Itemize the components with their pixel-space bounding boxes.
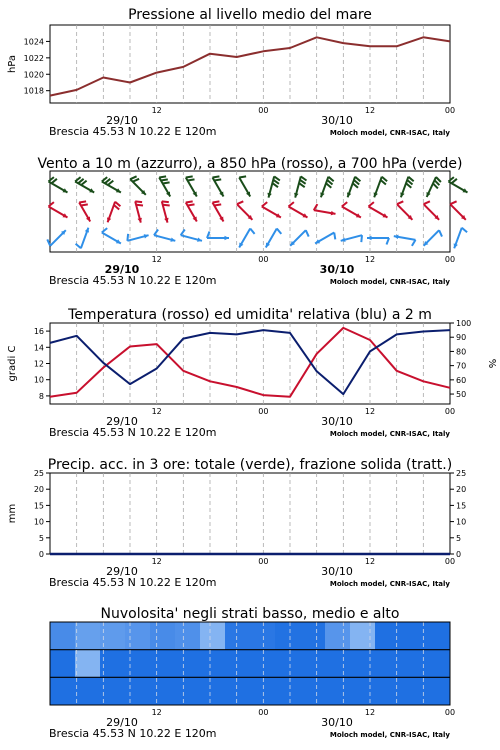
cloud-cell	[425, 650, 451, 678]
temp-rh-location: Brescia 45.53 N 10.22 E 120m	[49, 426, 217, 439]
wind-location: Brescia 45.53 N 10.22 E 120m	[49, 274, 217, 287]
wind-700hpa-barb	[267, 176, 280, 197]
cloud-cell	[75, 677, 101, 705]
temp-rh-date-2: 30/10	[321, 415, 353, 428]
cloud-cell	[400, 622, 426, 650]
precip-y2-tick-label: 15	[456, 501, 467, 511]
precip-time-tick: 00	[258, 557, 269, 566]
wind-850hpa-barb	[397, 201, 413, 220]
cloud-time-tick: 00	[258, 708, 269, 717]
wind-850hpa-barb	[107, 202, 120, 223]
precip-y-tick-label: 20	[33, 485, 44, 495]
pressure-time-tick: 12	[151, 106, 162, 115]
cloud-cell	[150, 677, 176, 705]
wind-700hpa-barb	[449, 177, 468, 192]
cloud-cell	[50, 650, 76, 678]
pressure-y-tick-label: 1020	[23, 70, 44, 80]
wind-700hpa-barb	[400, 177, 413, 198]
cloud-cell	[325, 622, 351, 650]
cloud-time-tick: 12	[364, 708, 376, 717]
cloud-cell	[250, 677, 276, 705]
precip-frame	[50, 473, 450, 554]
wind-700hpa-barb	[374, 177, 388, 198]
temp-rh-y2-axis-label: %	[486, 358, 497, 369]
cloud-cell	[150, 650, 176, 678]
wind-850hpa-barb	[450, 201, 466, 220]
cloud-cell	[50, 677, 76, 705]
wind-700hpa-barb	[213, 176, 224, 196]
pressure-location: Brescia 45.53 N 10.22 E 120m	[49, 125, 217, 138]
temp-rh-model-credit: Moloch model, CNR-ISAC, Italy	[329, 430, 450, 438]
cloud-cell	[125, 650, 151, 678]
precip-y2-tick-label: 20	[456, 485, 467, 495]
wind-10m-arrow	[290, 230, 309, 246]
cloud-cell	[150, 622, 176, 650]
wind-10m-arrow	[102, 228, 121, 243]
wind-time-tick: 12	[151, 255, 162, 264]
wind-date-2: 30/10	[319, 263, 355, 276]
wind-10m-arrow	[76, 228, 89, 249]
wind-10m-arrow	[341, 235, 362, 242]
wind-700hpa-barb	[294, 176, 306, 197]
cloud-model-credit: Moloch model, CNR-ISAC, Italy	[329, 731, 450, 739]
wind-700hpa-barb	[427, 177, 441, 197]
cloud-cell	[175, 622, 201, 650]
cloud-time-tick: 00	[444, 708, 456, 717]
cloud-cell	[100, 650, 126, 678]
pressure-y-tick-label: 1022	[23, 53, 44, 63]
temp-rh-y2-tick-label: 80	[456, 347, 467, 357]
cloud-cell	[225, 622, 251, 650]
cloud-cell	[275, 650, 301, 678]
cloud-cell	[350, 677, 376, 705]
cloud-cell	[325, 677, 351, 705]
precip-date-1: 29/10	[106, 565, 138, 578]
wind-850hpa-barb	[213, 201, 224, 221]
pressure-line	[50, 37, 450, 95]
pressure-time-tick: 00	[444, 106, 456, 115]
wind-model-credit: Moloch model, CNR-ISAC, Italy	[329, 278, 450, 286]
pressure-date-2: 30/10	[321, 114, 353, 127]
wind-700hpa-barb	[49, 177, 68, 192]
cloud-cell	[400, 650, 426, 678]
cloud-cell	[300, 677, 326, 705]
temp-rh-y-tick-label: 12	[33, 359, 44, 369]
wind-700hpa-barb	[130, 176, 146, 195]
wind-10m-arrow	[315, 233, 335, 244]
wind-700hpa-barb	[320, 177, 333, 198]
precip-y2-tick-label: 0	[456, 550, 462, 559]
wind-10m-arrow	[154, 230, 175, 242]
wind-10m-arrow	[239, 229, 254, 248]
cloud-cell	[250, 622, 276, 650]
wind-10m-arrow	[424, 230, 442, 246]
precip-y2-tick-label: 5	[456, 533, 462, 543]
cloud-cell	[350, 622, 376, 650]
temp-rh-y2-tick-label: 90	[456, 333, 467, 343]
wind-10m-arrow	[127, 234, 148, 241]
wind-850hpa-barb	[135, 201, 143, 222]
precip-y-tick-label: 15	[33, 501, 44, 511]
wind-850hpa-barb	[342, 202, 361, 217]
wind-title: Vento a 10 m (azzurro), a 850 hPa (rosso), a 700 hPa (verde)	[37, 156, 463, 172]
cloud-cell	[50, 622, 76, 650]
cloud-time-tick: 12	[151, 708, 162, 717]
cloud-cell	[225, 650, 251, 678]
temp-rh-y2-tick-label: 50	[456, 390, 467, 400]
cloud-cell	[125, 677, 151, 705]
temp-rh-time-tick: 00	[444, 407, 456, 416]
cloud-cell	[350, 650, 376, 678]
wind-700hpa-barb	[347, 177, 360, 198]
pressure-model-credit: Moloch model, CNR-ISAC, Italy	[329, 129, 450, 137]
precip-time-tick: 12	[364, 557, 376, 566]
wind-time-tick: 00	[258, 255, 269, 264]
temp-rh-y-tick-label: 10	[33, 375, 44, 385]
precip-y-axis-label: mm	[7, 503, 18, 524]
temp-rh-title: Temperatura (rosso) ed umidita' relativa (blu) a 2 m	[68, 307, 432, 323]
cloud-date-1: 29/10	[106, 716, 138, 729]
precip-y2-tick-label: 25	[456, 469, 467, 478]
wind-time-tick: 12	[364, 255, 376, 264]
cloud-cell	[200, 677, 226, 705]
precip-y2-tick-label: 10	[456, 517, 467, 527]
pressure-time-tick: 12	[364, 106, 376, 115]
cloud-cell	[125, 622, 151, 650]
wind-850hpa-barb	[79, 201, 90, 221]
precip-y-tick-label: 5	[38, 533, 44, 543]
cloud-cell	[225, 677, 251, 705]
cloud-cell	[175, 650, 201, 678]
wind-850hpa-barb	[49, 202, 68, 217]
wind-700hpa-barb	[75, 177, 94, 192]
temp-rh-time-tick: 12	[364, 407, 376, 416]
wind-10m-arrow	[181, 230, 202, 242]
wind-10m-arrow	[266, 229, 282, 248]
pressure-time-tick: 00	[258, 106, 269, 115]
pressure-y-tick-label: 1024	[23, 37, 44, 47]
wind-850hpa-barb	[186, 201, 197, 221]
wind-850hpa-barb	[369, 202, 388, 217]
pressure-y-axis-label: hPa	[7, 54, 18, 74]
pressure-y-tick-label: 1018	[23, 86, 44, 96]
wind-850hpa-barb	[262, 202, 281, 217]
cloud-date-2: 30/10	[321, 716, 353, 729]
cloud-cell	[425, 622, 451, 650]
temp-rh-y-axis-label: gradi C	[7, 345, 18, 382]
cloud-cell	[325, 650, 351, 678]
cloud-cell	[75, 650, 101, 678]
cloud-location: Brescia 45.53 N 10.22 E 120m	[49, 727, 217, 740]
cloud-cell	[100, 622, 126, 650]
cloud-cell	[425, 677, 451, 705]
wind-850hpa-barb	[237, 201, 253, 220]
temp-rh-y-tick-label: 14	[33, 343, 44, 353]
cloud-cell	[275, 677, 301, 705]
wind-date-1: 29/10	[104, 263, 140, 276]
precip-time-tick: 00	[444, 557, 456, 566]
wind-700hpa-barb	[102, 177, 121, 192]
temp-rh-date-1: 29/10	[106, 415, 138, 428]
wind-700hpa-barb	[186, 176, 197, 196]
cloud-cell	[300, 622, 326, 650]
wind-700hpa-barb	[239, 176, 250, 196]
temp-rh-y2-tick-label: 100	[456, 319, 472, 328]
precip-y-tick-label: 25	[33, 469, 44, 478]
cloud-cell	[400, 677, 426, 705]
precip-y-tick-label: 0	[38, 550, 44, 559]
precip-location: Brescia 45.53 N 10.22 E 120m	[49, 576, 217, 589]
temp-rh-y-tick-label: 8	[38, 391, 44, 401]
temp-rh-y-tick-label: 16	[33, 327, 44, 337]
pressure-title: Pressione al livello medio del mare	[128, 7, 372, 23]
cloud-title: Nuvolosita' negli strati basso, medio e alto	[100, 606, 400, 622]
wind-850hpa-barb	[424, 201, 440, 220]
precip-y-tick-label: 10	[33, 517, 44, 527]
cloud-cell	[275, 622, 301, 650]
temp-rh-y2-tick-label: 70	[456, 361, 467, 371]
temp-rh-y2-tick-label: 60	[456, 375, 467, 385]
precip-time-tick: 12	[151, 557, 162, 566]
wind-850hpa-barb	[162, 201, 170, 222]
cloud-cell	[200, 650, 226, 678]
pressure-date-1: 29/10	[106, 114, 138, 127]
cloud-cell	[200, 622, 226, 650]
cloud-cell	[250, 650, 276, 678]
pressure-frame	[50, 25, 450, 103]
cloud-cell	[100, 677, 126, 705]
precip-model-credit: Moloch model, CNR-ISAC, Italy	[329, 580, 450, 588]
temp-rh-time-tick: 12	[151, 407, 162, 416]
cloud-cell	[175, 677, 201, 705]
wind-700hpa-barb	[159, 176, 170, 196]
precip-title: Precip. acc. in 3 ore: totale (verde), frazione solida (tratt.)	[47, 457, 453, 473]
wind-10m-arrow	[454, 228, 468, 249]
cloud-cell	[75, 622, 101, 650]
wind-850hpa-barb	[289, 202, 308, 217]
precip-date-2: 30/10	[321, 565, 353, 578]
cloud-cell	[300, 650, 326, 678]
wind-time-tick: 00	[444, 255, 456, 264]
temp-rh-time-tick: 00	[258, 407, 269, 416]
